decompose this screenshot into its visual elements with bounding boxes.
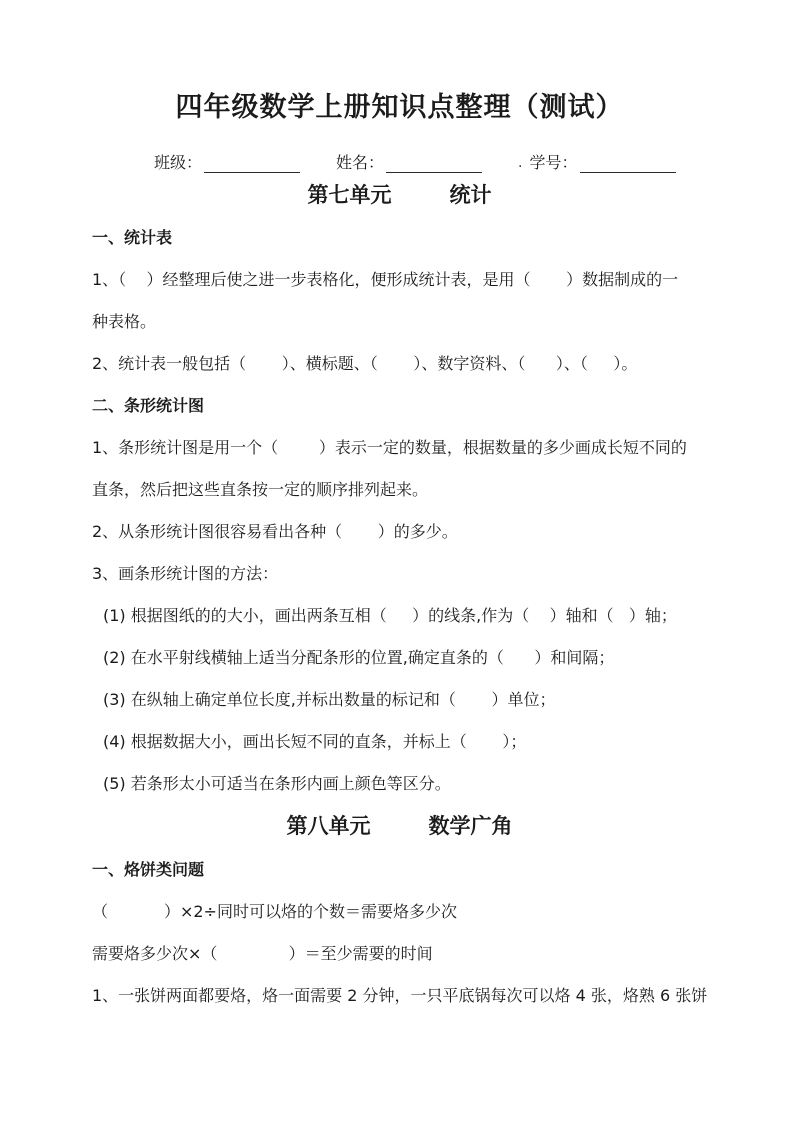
section-heading-pancake-problem: 一、烙饼类问题 (92, 859, 205, 879)
text-line: 1、一张饼两面都要烙，烙一面需要 2 分钟，一只平底锅每次可以烙 4 张，烙熟 6 张饼 (92, 985, 708, 1005)
name-field (336, 153, 482, 173)
student-number-blank-underline (580, 154, 676, 173)
text-line: 种表格。 (92, 311, 157, 331)
text-line: 1、（ ）经整理后使之进一步表格化，便形成统计表，是用（ ）数据制成的一 (92, 269, 679, 289)
text-line: 3、画条形统计图的方法： (92, 563, 279, 583)
class-field-label: 班级： (154, 153, 203, 172)
student-number-field (518, 153, 675, 173)
method-step-5: (5) 若条形太小可适当在条形内画上颜色等区分。 (103, 773, 451, 793)
method-step-3: (3) 在纵轴上确定单位长度,并标出数量的标记和（ ）单位； (103, 689, 556, 709)
unit-7-title: 统计 (449, 183, 492, 207)
section-heading-bar-chart: 二、条形统计图 (92, 395, 205, 415)
worksheet-body (92, 173, 707, 1015)
class-field (154, 153, 300, 173)
student-number-field-label: 学号： (529, 153, 578, 172)
name-field-label: 姓名： (336, 153, 385, 172)
text-line: 2、统计表一般包括（ ）、横标题、（ ）、数字资料、（ ）、（ ）。 (92, 353, 638, 373)
unit-7-heading (92, 173, 707, 215)
text-line: 2、从条形统计图很容易看出各种（ ）的多少。 (92, 521, 458, 541)
page-title: 四年级数学上册知识点整理（测试） (175, 92, 624, 123)
method-step-2: (2) 在水平射线横轴上适当分配条形的位置,确定直条的（ ）和间隔； (103, 647, 615, 667)
unit-8-heading (92, 803, 707, 847)
unit-8-title: 数学广角 (428, 814, 513, 838)
student-info-row (154, 151, 707, 173)
class-blank-underline (204, 154, 300, 173)
name-blank-underline (386, 154, 482, 173)
unit-8-number: 第八单元 (286, 814, 371, 838)
method-step-4: (4) 根据数据大小，画出长短不同的直条，并标上（ ）； (103, 731, 527, 751)
section-heading-statistics-table: 一、统计表 (92, 227, 173, 247)
formula-line: （ ）×2÷同时可以烙的个数＝需要烙多少次 (92, 901, 457, 921)
method-step-1: (1) 根据图纸的的大小，画出两条互相（ ）的线条,作为（ ）轴和（ ）轴； (103, 605, 677, 625)
unit-7-number: 第七单元 (307, 183, 392, 207)
formula-line: 需要烙多少次×（ ）＝至少需要的时间 (92, 943, 433, 963)
text-line: 直条，然后把这些直条按一定的顺序排列起来。 (92, 479, 429, 499)
text-line: 1、条形统计图是用一个（ ）表示一定的数量，根据数量的多少画成长短不同的 (92, 437, 687, 457)
stray-dot: . (518, 155, 523, 171)
